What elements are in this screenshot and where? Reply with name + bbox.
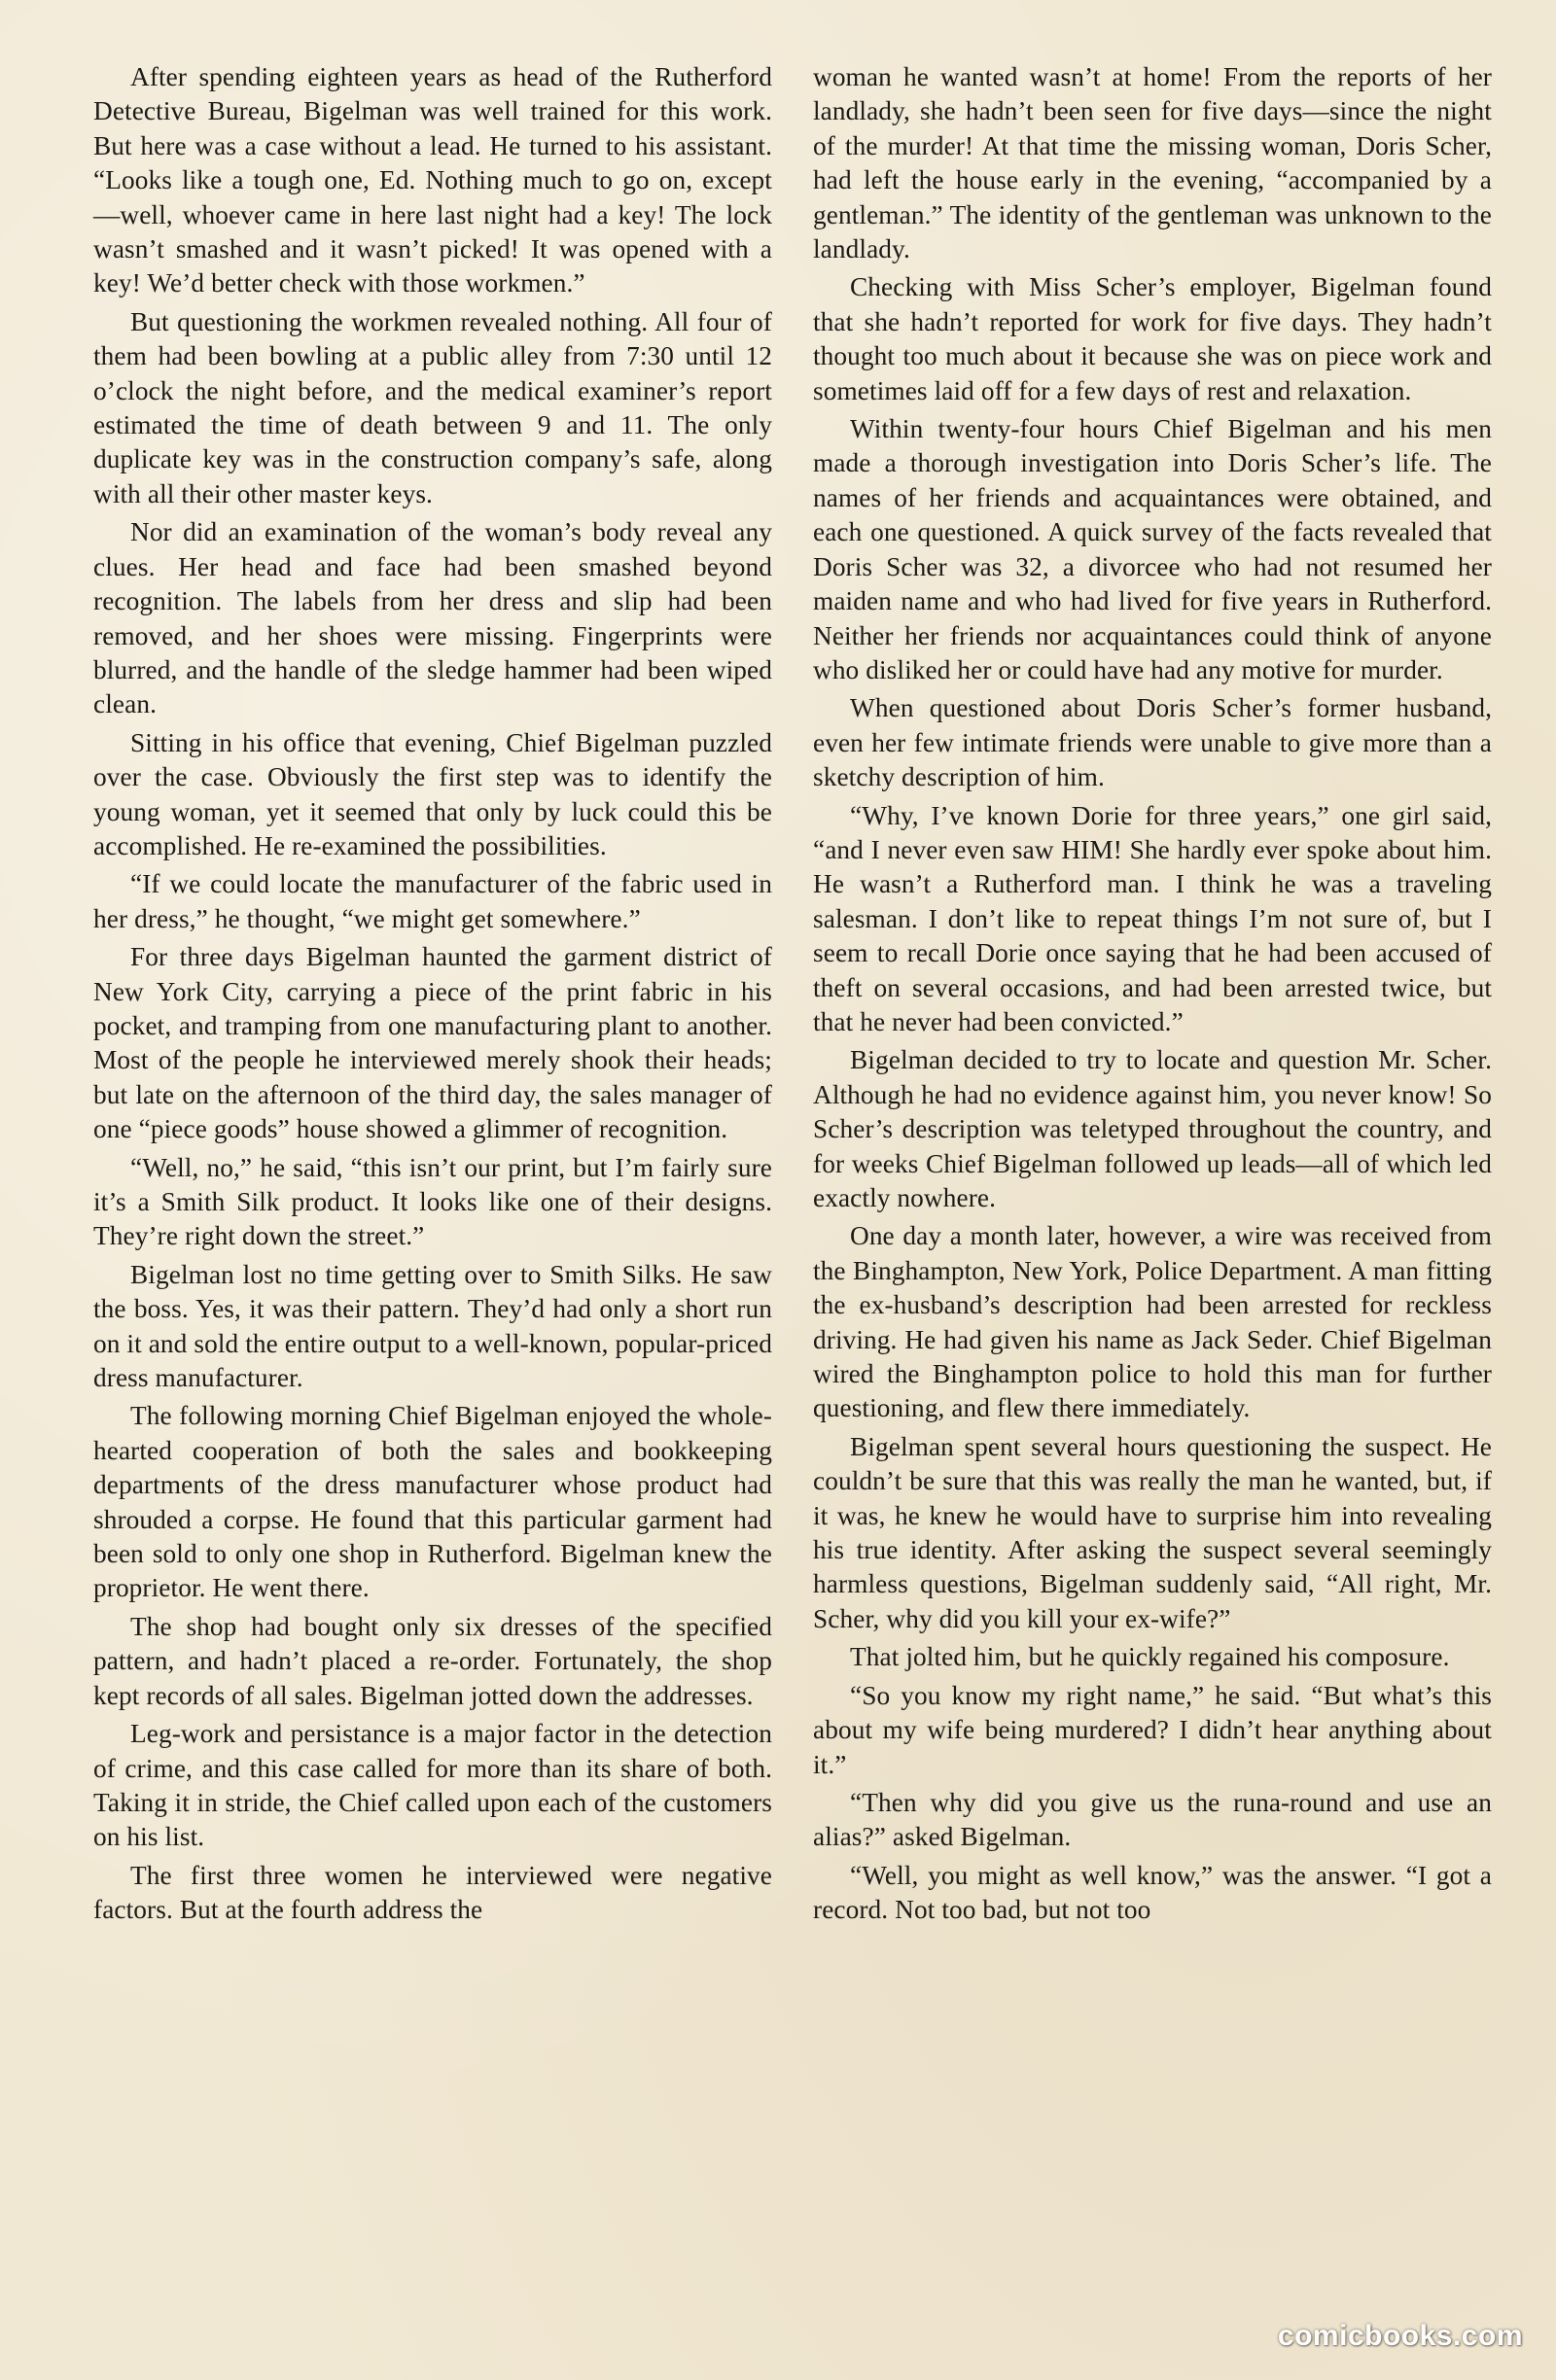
site-watermark: comicbooks.com <box>1277 2320 1523 2352</box>
paragraph: That jolted him, but he quickly regained his composure. <box>850 1642 1450 1672</box>
paragraph: “Then why did you give us the runa-round and use an alias?” asked Bigelman. <box>813 1787 1492 1852</box>
paragraph: Sitting in his office that evening, Chief Bigelman puzzled over the case. Obviously the first step was to identify the young woman, yet it seemed that only by luck could this be accomplished. He re-examined the possibilities. <box>93 727 772 860</box>
paragraph: After spending eighteen years as head of the Rutherford Detective Bureau, Bigelman was well trained for this work. But here was a case without a lead. He turned to his assistant. “Looks like a tough one, Ed. Nothing much to go on, except —well, whoever came in here last night had a key! The lock wasn’t smashed and it wasn’t picked! It was opened with a key! We’d better check with those workmen.” <box>93 62 772 298</box>
paragraph: “So you know my right name,” he said. “But what’s this about my wife being murdered? I didn’t hear anything about it.” <box>813 1680 1492 1779</box>
paragraph: “If we could locate the manufacturer of the fabric used in her dress,” he thought, “we might get somewhere.” <box>93 869 772 933</box>
paragraph: But questioning the workmen revealed nothing. All four of them had been bowling at a public alley from 7:30 until 12 o’clock the night before, and the medical examiner’s report estimated the time of death between 9 and 11. The only duplicate key was in the construction company’s safe, along with all their other master keys. <box>93 306 772 508</box>
paragraph: “Well, no,” he said, “this isn’t our print, but I’m fairly sure it’s a Smith Silk product. It looks like one of their designs. They’re right down the street.” <box>93 1152 772 1251</box>
paragraph: The first three women he interviewed were negative factors. But at the fourth address the <box>93 1860 772 1925</box>
paragraph: “Well, you might as well know,” was the answer. “I got a record. Not too bad, but not too <box>813 1860 1492 1925</box>
paragraph: One day a month later, however, a wire was received from the Binghampton, New York, Police Department. A man fitting the ex-husband’s description had been arrested for reckless driving. He had given his name as Jack Seder. Chief Bigelman wired the Binghampton police to hold this man for further questioning, and flew there immediately. <box>813 1221 1492 1423</box>
paragraph: The shop had bought only six dresses of the specified pattern, and hadn’t placed a re-order. Fortunately, the shop kept records of all sales. Bigelman jotted down the addresses. <box>93 1611 772 1710</box>
left-text-column <box>93 60 772 1932</box>
paragraph: Within twenty-four hours Chief Bigelman and his men made a thorough investigation into Doris Scher’s life. The names of her friends and acquaintances were obtained, and each one questioned. A quick survey of the facts revealed that Doris Scher was 32, a divorcee who had not resumed her maiden name and who had lived for five years in Rutherford. Neither her friends nor acquaintances could think of anyone who disliked her or could have had any motive for murder. <box>813 414 1492 684</box>
paragraph: Bigelman decided to try to locate and question Mr. Scher. Although he had no evidence against him, you never know! So Scher’s description was teletyped throughout the country, and for weeks Chief Bigelman followed up leads—all of which led exactly nowhere. <box>813 1045 1492 1212</box>
paragraph: The following morning Chief Bigelman enjoyed the whole-hearted cooperation of both the sales and bookkeeping departments of the dress manufacturer whose product had shrouded a corpse. He found that this particular garment had been sold to only one shop in Rutherford. Bigelman knew the proprietor. He went there. <box>93 1401 772 1603</box>
paragraph: Checking with Miss Scher’s employer, Bigelman found that she hadn’t reported for work for five days. They hadn’t thought too much about it because she was on piece work and sometimes laid off for a few days of rest and relaxation. <box>813 272 1492 405</box>
paragraph: Nor did an examination of the woman’s body reveal any clues. Her head and face had been smashed beyond recognition. The labels from her dress and slip had been removed, and her shoes were missing. Fingerprints were blurred, and the handle of the sledge hammer had been wiped clean. <box>93 517 772 719</box>
continued-paragraph: woman he wanted wasn’t at home! From the reports of her landlady, she hadn’t been seen for five days—since the night of the murder! At that time the missing woman, Doris Scher, had left the house early in the evening, “accompanied by a gentleman.” The identity of the gentleman was unknown to the landlady. <box>813 62 1492 264</box>
paragraph: Bigelman lost no time getting over to Smith Silks. He saw the boss. Yes, it was their pattern. They’d had only a short run on it and sold the entire output to a well-known, popular-priced dress manufacturer. <box>93 1259 772 1393</box>
paragraph: When questioned about Doris Scher’s former husband, even her few intimate friends were unable to give more than a sketchy description of him. <box>813 693 1492 792</box>
paragraph: Bigelman spent several hours questioning the suspect. He couldn’t be sure that this was really the man he wanted, but, if it was, he knew he would have to surprise him into revealing his true identity. After asking the suspect several seemingly harmless questions, Bigelman suddenly said, “All right, Mr. Scher, why did you kill your ex-wife?” <box>813 1431 1492 1633</box>
paragraph: For three days Bigelman haunted the garment district of New York City, carrying a piece of the print fabric in his pocket, and tramping from one manufacturing plant to another. Most of the people he interviewed merely shook their heads; but late on the afternoon of the third day, the sales manager of one “piece goods” house showed a glimmer of recognition. <box>93 942 772 1144</box>
paragraph: Leg-work and persistance is a major factor in the detection of crime, and this case called for more than its share of both. Taking it in stride, the Chief called upon each of the customers on his list. <box>93 1719 772 1852</box>
right-text-column <box>813 60 1492 1932</box>
paragraph: “Why, I’ve known Dorie for three years,” one girl said, “and I never even saw HIM! She hardly ever spoke about him. He wasn’t a Rutherford man. I think he was a traveling salesman. I don’t like to repeat things I’m not sure of, but I seem to recall Dorie once saying that he had been accused of theft on several occasions, and had been arrested twice, but that he never had been convicted.” <box>813 800 1492 1036</box>
